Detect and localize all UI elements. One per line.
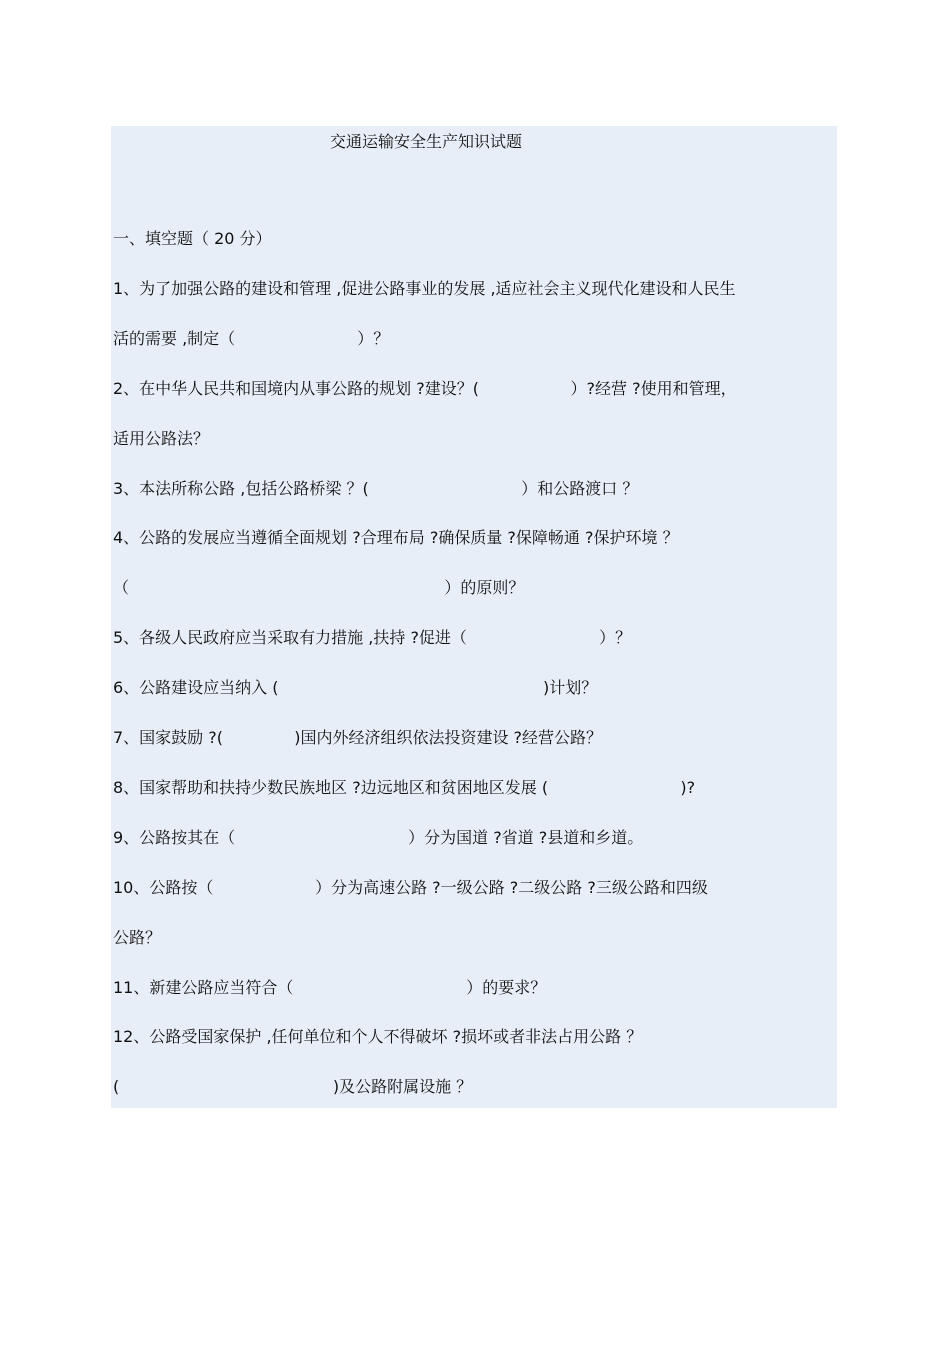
- question-line: 9、公路按其在（ ）分为国道 ?省道 ?县道和乡道。: [113, 828, 644, 847]
- document-page: [111, 126, 837, 1108]
- question-line: 3、本法所称公路 ,包括公路桥梁 ？( ）和公路渡口 ？: [113, 479, 639, 498]
- question-line: 8、国家帮助和扶持少数民族地区 ?边远地区和贫困地区发展 ( )?: [113, 778, 696, 797]
- question-line: 12、公路受国家保护 ,任何单位和个人不得破坏 ?损坏或者非法占用公路 ？: [113, 1027, 643, 1046]
- question-line: 6、公路建设应当纳入 ( )计划？: [113, 678, 598, 697]
- section-heading: 一、填空题（ 20 分）: [113, 229, 272, 248]
- question-line: 11、新建公路应当符合（ ）的要求？: [113, 978, 547, 997]
- question-line: 适用公路法？: [113, 429, 210, 448]
- document-title: 交通运输安全生产知识试题: [330, 132, 523, 151]
- question-line: 2、在中华人民共和国境内从事公路的规划 ?建设？( ）?经营 ?使用和管理，: [113, 379, 737, 398]
- question-line: 10、公路按（ ）分为高速公路 ?一级公路 ?二级公路 ?三级公路和四级: [113, 878, 708, 897]
- question-line: （ ）的原则？: [113, 578, 525, 597]
- question-line: 1、为了加强公路的建设和管理 ,促进公路事业的发展 ,适应社会主义现代化建设和人民生: [113, 279, 736, 298]
- question-line: 5、各级人民政府应当采取有力措施 ,扶持 ?促进（ ）？: [113, 628, 632, 647]
- question-line: 活的需要 ,制定（ ）？: [113, 329, 390, 348]
- question-line: 7、国家鼓励 ?( )国内外经济组织依法投资建设 ?经营公路？: [113, 728, 603, 747]
- question-line: 公路？: [113, 928, 162, 947]
- question-line: 4、公路的发展应当遵循全面规划 ?合理布局 ?确保质量 ?保障畅通 ?保护环境 ？: [113, 528, 679, 547]
- question-line: ( )及公路附属设施 ？: [113, 1077, 473, 1096]
